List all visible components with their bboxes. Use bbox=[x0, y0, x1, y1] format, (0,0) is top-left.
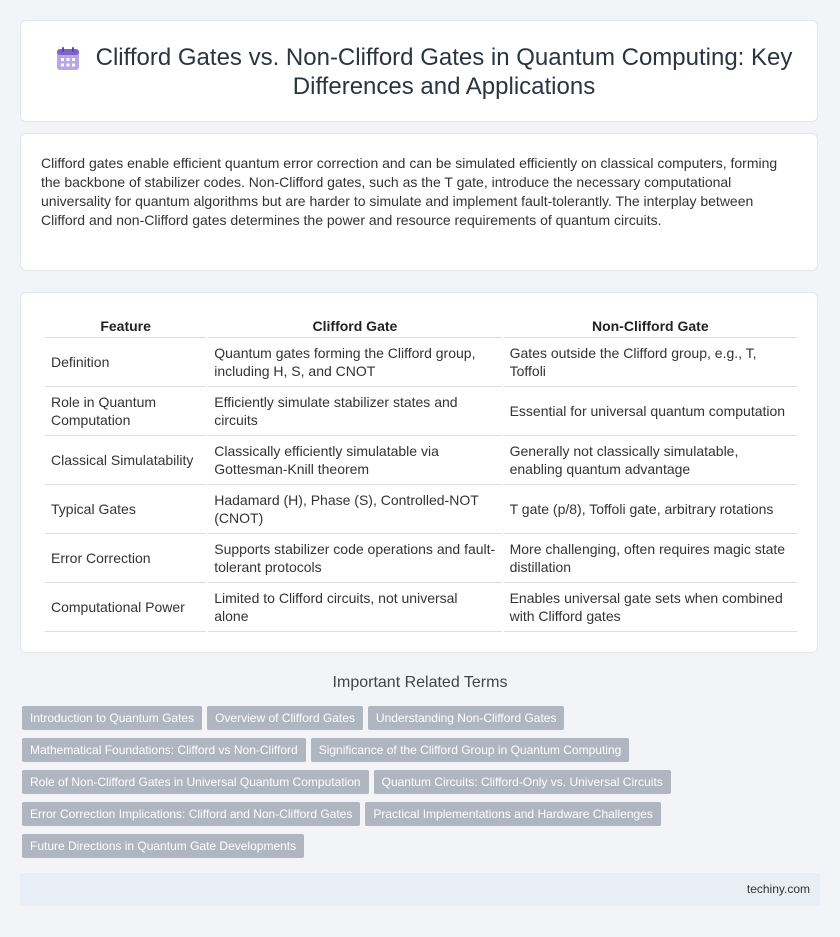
table-row bbox=[45, 387, 797, 436]
footer-site: techiny.com bbox=[746, 882, 810, 896]
table-cell: Quantum gates forming the Clifford group, including H, S, and CNOT bbox=[208, 338, 501, 387]
comparison-card bbox=[20, 292, 818, 653]
intro-text: Clifford gates enable efficient quantum error correction and can be simulated efficiently on classical computers, forming the backbone of stabilizer codes. Non-Clifford gates, such as the T gate, introduce the necessary computational universality for quantum algorithms but are harder to simulate and implement fault-tolerantly. The interplay between Clifford and non-Clifford gates determines the power and resource requirements of quantum circuits. bbox=[41, 155, 778, 228]
footer bbox=[20, 873, 820, 906]
table-header-row bbox=[45, 315, 797, 338]
table-cell: Hadamard (H), Phase (S), Controlled-NOT (CNOT) bbox=[208, 485, 501, 534]
related-term-tag[interactable]: Error Correction Implications: Clifford and Non-Clifford Gates bbox=[22, 802, 360, 826]
table-cell: Classical Simulatability bbox=[45, 436, 206, 485]
table-row bbox=[45, 534, 797, 583]
table-cell: Efficiently simulate stabilizer states and circuits bbox=[208, 387, 501, 436]
table-cell: Classically efficiently simulatable via Gottesman-Knill theorem bbox=[208, 436, 501, 485]
table-row bbox=[45, 485, 797, 534]
table-cell: Typical Gates bbox=[45, 485, 206, 534]
table-cell: T gate (p/8), Toffoli gate, arbitrary rotations bbox=[504, 485, 797, 534]
table-row bbox=[45, 583, 797, 632]
table-cell: Enables universal gate sets when combined with Clifford gates bbox=[504, 583, 797, 632]
calendar-icon bbox=[55, 46, 81, 72]
table-cell: Computational Power bbox=[45, 583, 206, 632]
table-row bbox=[45, 436, 797, 485]
related-term-tag[interactable]: Future Directions in Quantum Gate Developments bbox=[22, 834, 304, 858]
table-row bbox=[45, 338, 797, 387]
comparison-table bbox=[43, 315, 799, 632]
related-terms-title: Important Related Terms bbox=[332, 674, 508, 691]
related-term-tag[interactable]: Understanding Non-Clifford Gates bbox=[368, 706, 565, 730]
related-term-tag[interactable]: Introduction to Quantum Gates bbox=[22, 706, 202, 730]
intro-card bbox=[20, 133, 818, 271]
table-cell: Essential for universal quantum computation bbox=[504, 387, 797, 436]
related-term-tag[interactable]: Role of Non-Clifford Gates in Universal Quantum Computation bbox=[22, 770, 369, 794]
table-cell: Role in Quantum Computation bbox=[45, 387, 206, 436]
column-header: Clifford Gate bbox=[208, 315, 501, 338]
table-cell: Definition bbox=[45, 338, 206, 387]
related-term-tag[interactable]: Mathematical Foundations: Clifford vs Non-Clifford bbox=[22, 738, 306, 762]
related-term-tag[interactable]: Overview of Clifford Gates bbox=[207, 706, 363, 730]
header-card bbox=[20, 20, 818, 122]
page-title: Clifford Gates vs. Non-Clifford Gates in Quantum Computing: Key Differences and Applications bbox=[95, 44, 793, 100]
related-term-tag[interactable]: Practical Implementations and Hardware Challenges bbox=[365, 802, 660, 826]
table-cell: Supports stabilizer code operations and fault-tolerant protocols bbox=[208, 534, 501, 583]
table-cell: Generally not classically simulatable, enabling quantum advantage bbox=[504, 436, 797, 485]
table-cell: Limited to Clifford circuits, not universal alone bbox=[208, 583, 501, 632]
column-header: Feature bbox=[45, 315, 206, 338]
related-term-tag[interactable]: Significance of the Clifford Group in Quantum Computing bbox=[311, 738, 630, 762]
table-cell: Error Correction bbox=[45, 534, 206, 583]
related-terms-list bbox=[22, 706, 802, 866]
table-cell: Gates outside the Clifford group, e.g., T, Toffoli bbox=[504, 338, 797, 387]
related-term-tag[interactable]: Quantum Circuits: Clifford-Only vs. Universal Circuits bbox=[374, 770, 671, 794]
column-header: Non-Clifford Gate bbox=[504, 315, 797, 338]
table-cell: More challenging, often requires magic state distillation bbox=[504, 534, 797, 583]
